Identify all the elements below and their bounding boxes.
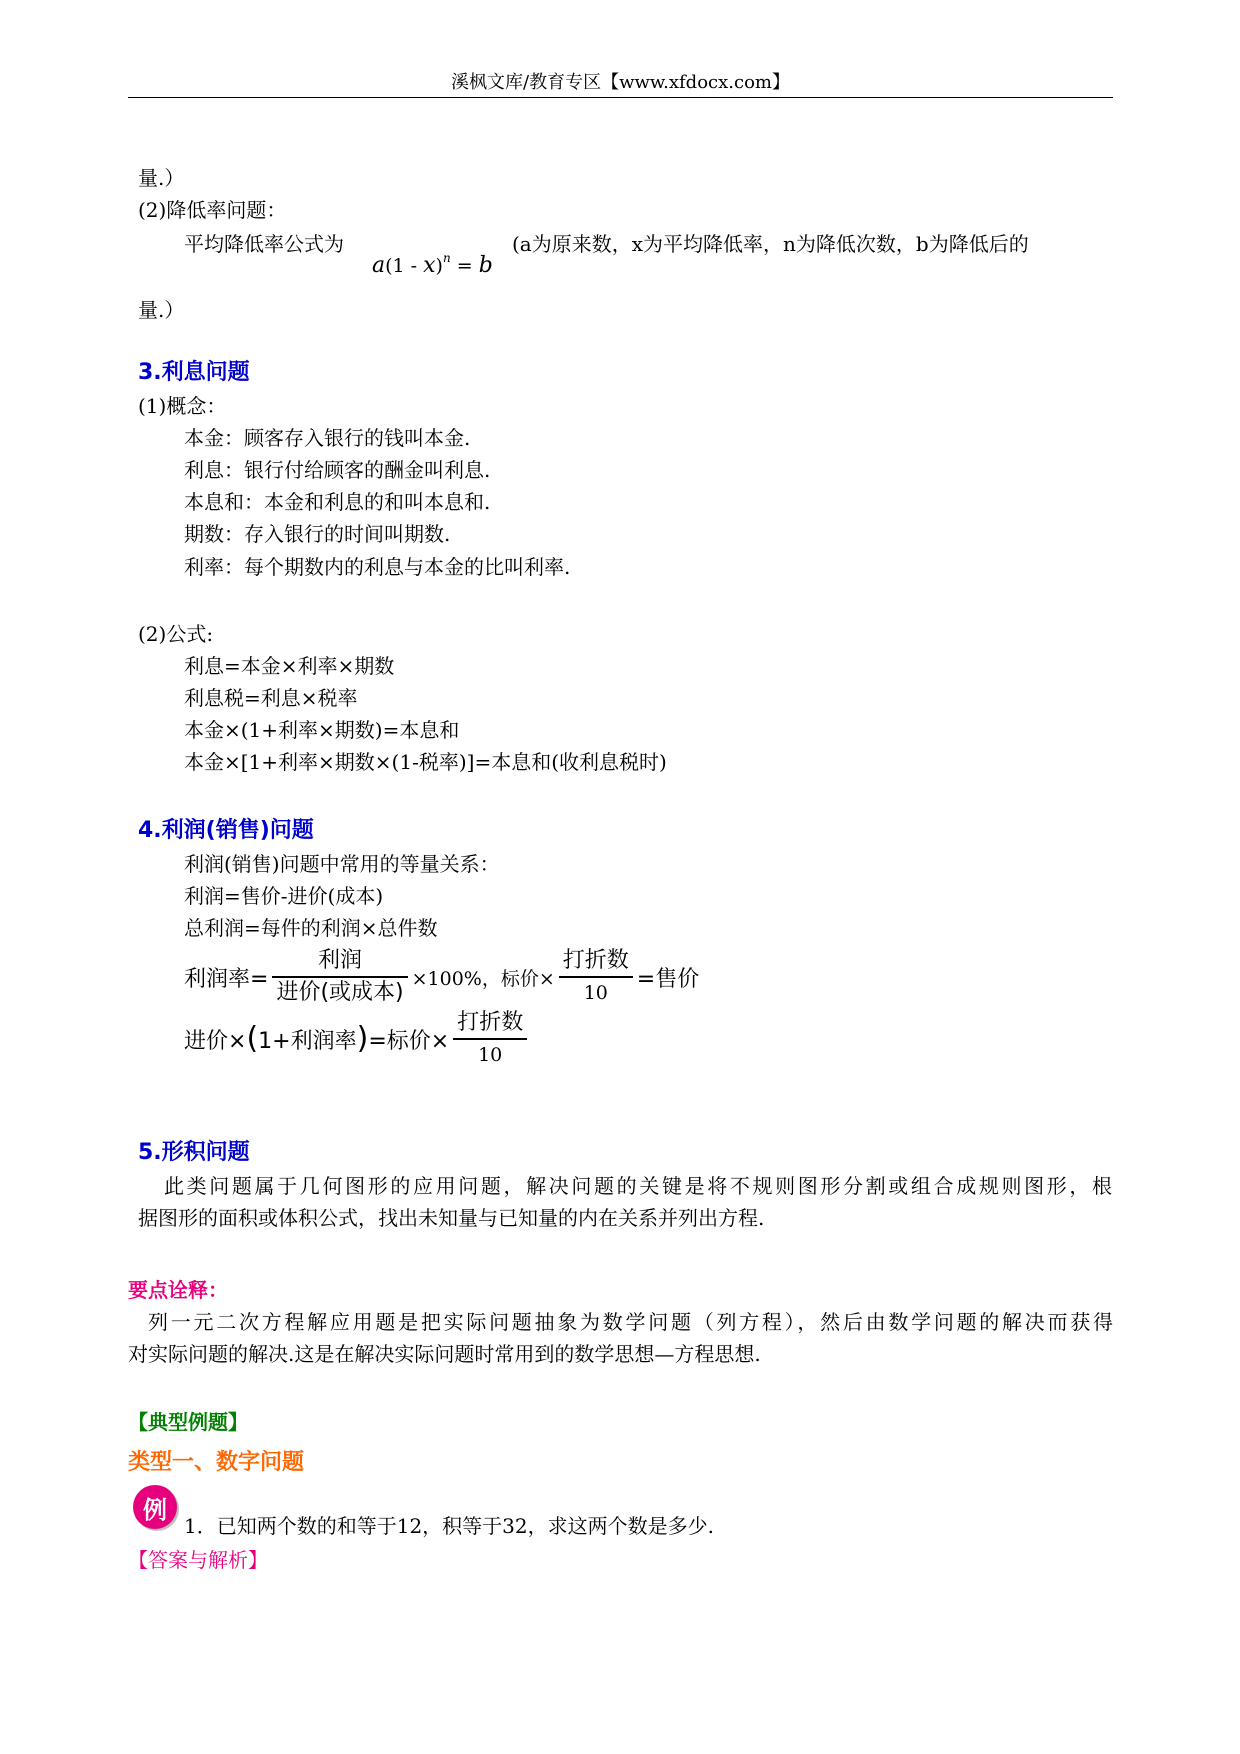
sec2-formula-note: (a为原来数，x为平均降低率，n为降低次数，b为降低后的 — [512, 232, 1029, 256]
answer-heading: 【答案与解析】 — [128, 1548, 268, 1572]
cost-price-formula — [184, 1010, 531, 1068]
f1-mid: ×100%，标价× — [411, 967, 555, 990]
f1-lhs: 利润率= — [184, 966, 269, 992]
notes-title: 要点诠释： — [128, 1278, 228, 1302]
concept-item: 利率：每个期数内的利息与本金的比叫利率. — [184, 555, 571, 579]
sec2-formula-lead: 平均降低率公式为 — [184, 232, 344, 256]
formula-eq: = — [450, 255, 479, 277]
concept-item: 本金：顾客存入银行的钱叫本金. — [184, 426, 471, 450]
page-header: 溪枫文库/教育专区【www.xfdocx.com】 — [451, 72, 790, 93]
f1-fraction — [272, 948, 407, 1006]
concept-item: 利息：银行付给顾客的酬金叫利息. — [184, 458, 491, 482]
f1-numerator2: 打折数 — [562, 948, 629, 973]
sec5-line2: 据图形的面积或体积公式，找出未知量与已知量的内在关系并列出方程. — [138, 1206, 765, 1230]
profit-line: 总利润=每件的利润×总件数 — [184, 916, 438, 940]
formula-a: a — [372, 253, 386, 278]
examples-title: 【典型例题】 — [128, 1410, 248, 1434]
f2-mid: =标价× — [368, 1028, 450, 1054]
sec3-concept-title: (1)概念： — [138, 394, 227, 418]
f2-denominator: 10 — [478, 1044, 503, 1066]
formula-x: x — [423, 253, 436, 278]
sec4-title: 4.利润(销售)问题 — [138, 818, 314, 843]
f2-inner: 1+利润率 — [258, 1028, 357, 1054]
formula-close: ) — [435, 255, 443, 277]
header-rule — [128, 97, 1113, 98]
f2-lhs: 进价× — [184, 1028, 247, 1054]
formula-n: n — [442, 251, 451, 265]
sec2-sub2-title: (2)降低率问题： — [138, 198, 287, 222]
interest-formula: 利息=本金×利率×期数 — [184, 654, 395, 678]
f2-close: ) — [356, 1021, 369, 1056]
concept-item: 本息和：本金和利息的和叫本息和. — [184, 490, 491, 514]
f1-fraction2 — [559, 948, 633, 1006]
f1-denominator: 进价(或成本) — [276, 980, 404, 1005]
sec2-tail2: 量.） — [138, 298, 185, 322]
interest-formula: 本金×(1+利率×期数)=本息和 — [184, 718, 460, 742]
type1-title: 类型一、数字问题 — [128, 1450, 305, 1475]
profit-line: 利润=售价-进价(成本) — [184, 884, 384, 908]
f1-numerator: 利润 — [318, 948, 363, 973]
formula-body: (1 - — [385, 255, 424, 277]
profit-rate-formula — [184, 948, 699, 1006]
f2-open: ( — [246, 1021, 259, 1056]
interest-formula: 本金×[1+利率×期数×(1-税率)]=本息和(收利息税时) — [184, 750, 667, 774]
example-badge: 例 — [133, 1485, 177, 1529]
formula-b: b — [478, 253, 493, 278]
f2-numerator: 打折数 — [457, 1010, 524, 1035]
f2-fraction — [453, 1010, 527, 1068]
reduction-rate-formula — [372, 244, 493, 280]
notes-line2: 对实际问题的解决.这是在解决实际问题时常用到的数学思想—方程思想. — [128, 1342, 761, 1366]
sec2-tail1: 量.） — [138, 166, 185, 190]
interest-formula: 利息税=利息×税率 — [184, 686, 358, 710]
notes-line1: 列一元二次方程解应用题是把实际问题抽象为数学问题（列方程），然后由数学问题的解决而获得 — [148, 1310, 1113, 1334]
question-1: 1．已知两个数的和等于12，积等于32，求这两个数是多少. — [184, 1514, 714, 1538]
sec5-line1: 此类问题属于几何图形的应用问题，解决问题的关键是将不规则图形分割或组合成规则图形，根 — [164, 1174, 1112, 1198]
sec3-title: 3.利息问题 — [138, 360, 250, 385]
concept-item: 期数：存入银行的时间叫期数. — [184, 522, 451, 546]
sec3-formula-title: (2)公式: — [138, 622, 214, 646]
f1-rhs: =售价 — [636, 966, 700, 992]
profit-line: 利润(销售)问题中常用的等量关系： — [184, 852, 500, 876]
f1-denominator2: 10 — [583, 982, 608, 1004]
sec5-title: 5.形积问题 — [138, 1140, 250, 1165]
